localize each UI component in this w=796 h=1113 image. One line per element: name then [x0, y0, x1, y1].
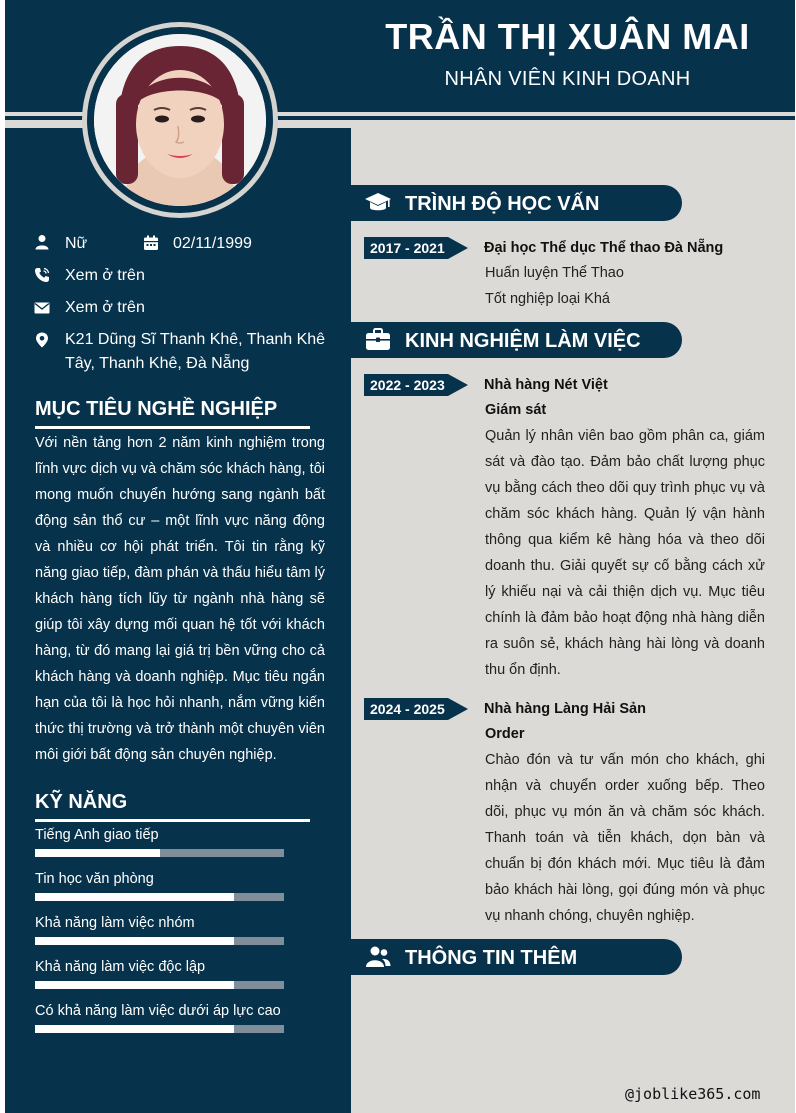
job-2-period: 2024 - 2025	[370, 701, 445, 717]
additional-header	[351, 939, 682, 975]
job-1-position: Giám sát	[485, 402, 547, 418]
candidate-name: TRẦN THỊ XUÂN MAI	[385, 16, 750, 57]
skill-bar-fill	[35, 849, 160, 857]
job-1-period: 2022 - 2023	[370, 377, 445, 393]
skill-label: Tiếng Anh giao tiếp	[35, 827, 159, 843]
location-pin-icon	[34, 332, 50, 348]
skill-bar-track	[35, 893, 284, 901]
skill-bar-fill	[35, 1025, 234, 1033]
objective-title: MỤC TIÊU NGHỀ NGHIỆP	[35, 398, 278, 420]
education-major: Huấn luyện Thể Thao	[485, 265, 624, 281]
calendar-icon	[143, 235, 159, 251]
skills-title-rule	[35, 819, 310, 822]
watermark: @joblike365.com	[625, 1085, 761, 1103]
resume-page	[5, 0, 795, 1113]
job-1-description: Quản lý nhân viên bao gồm phân ca, giám sát và đào tạo. Đảm bảo chất lượng phục vụ bằng cách theo dõi quy trình phục vụ và chăm sóc khách hàng. Quản lý vận hành thông qua kiểm kê hàng hóa và theo dõi doanh thu. Giải quyết sự cố bằng cách xử lý khiếu nại và cải thiện dịch vụ. Mục tiêu chính là đảm bảo hoạt động nhà hàng diễn ra suôn sẻ, khách hàng hài lòng và doanh thu ổn định.	[485, 428, 765, 678]
graduation-cap-icon	[365, 191, 391, 215]
job-2-position: Order	[485, 726, 525, 742]
skill-bar-fill	[35, 981, 234, 989]
mail-icon	[34, 300, 50, 316]
profile-photo	[94, 34, 266, 206]
skill-bar-track	[35, 1025, 284, 1033]
skill-bar-fill	[35, 893, 234, 901]
job-1-company: Nhà hàng Nét Việt	[484, 377, 608, 393]
skill-label: Tin học văn phòng	[35, 871, 154, 887]
users-icon	[365, 945, 391, 969]
education-result: Tốt nghiệp loại Khá	[485, 291, 610, 307]
address-line-2: Tây, Thanh Khê, Đà Nẵng	[65, 355, 250, 372]
job-2-company: Nhà hàng Làng Hải Sản	[484, 701, 646, 717]
objective-title-rule	[35, 426, 310, 429]
briefcase-icon	[365, 328, 391, 352]
additional-title: THÔNG TIN THÊM	[405, 947, 578, 969]
skill-bar-fill	[35, 937, 234, 945]
objective-text: Với nền tảng hơn 2 năm kinh nghiệm trong lĩnh vực dịch vụ và chăm sóc khách hàng, tôi mong muốn chuyển hướng sang ngành bất động sản thổ cư – một lĩnh vực năng động và nhiều cơ hội phát triển. Tôi tin rằng kỹ năng giao tiếp, đàm phán và thấu hiểu tâm lý khách hàng tích lũy từ ngành nhà hàng sẽ giúp tôi xây dựng mối quan hệ tốt với khách hàng, từ đó mang lại giá trị bền vững cho cả khách hàng và doanh nghiệp. Mục tiêu ngắn hạn của tôi là học hỏi nhanh, nắm vững kiến thức thị trường và trở thành một chuyên viên môi giới bất động sản chuyên nghiệp.	[35, 435, 325, 763]
birthday-value: 02/11/1999	[173, 235, 252, 252]
skill-bar-track	[35, 849, 284, 857]
skill-label: Có khả năng làm việc dưới áp lực cao	[35, 1003, 281, 1019]
education-header	[351, 185, 682, 221]
job-2-description: Chào đón và tư vấn món cho khách, ghi nhận và chuyển order xuống bếp. Theo dõi, phục vụ món ăn và chăm sóc khách. Thanh toán và tiễn khách, dọn bàn và chuẩn bị đón khách mới. Mục tiêu là đảm bảo khách hài lòng, gọi đúng món và phục vụ nhanh chóng, chuyên nghiệp.	[485, 752, 765, 924]
address-line-1: K21 Dũng Sĩ Thanh Khê, Thanh Khê	[65, 331, 326, 348]
experience-header	[351, 322, 682, 358]
candidate-role: NHÂN VIÊN KINH DOANH	[444, 68, 691, 90]
user-icon	[34, 234, 50, 250]
education-school: Đại học Thể dục Thể thao Đà Nẵng	[484, 240, 724, 256]
skill-label: Khả năng làm việc độc lập	[35, 959, 206, 975]
skill-bar-track	[35, 981, 284, 989]
phone-value: Xem ở trên	[65, 267, 145, 284]
education-title: TRÌNH ĐỘ HỌC VẤN	[405, 193, 600, 215]
skill-label: Khả năng làm việc nhóm	[35, 915, 195, 931]
skills-title: KỸ NĂNG	[35, 791, 128, 813]
skill-bar-track	[35, 937, 284, 945]
experience-title: KINH NGHIỆM LÀM VIỆC	[405, 330, 641, 352]
gender-value: Nữ	[65, 235, 88, 252]
phone-icon	[34, 267, 50, 283]
education-period: 2017 - 2021	[370, 240, 445, 256]
email-value: Xem ở trên	[65, 299, 145, 316]
profile-photo-frame	[82, 22, 278, 218]
